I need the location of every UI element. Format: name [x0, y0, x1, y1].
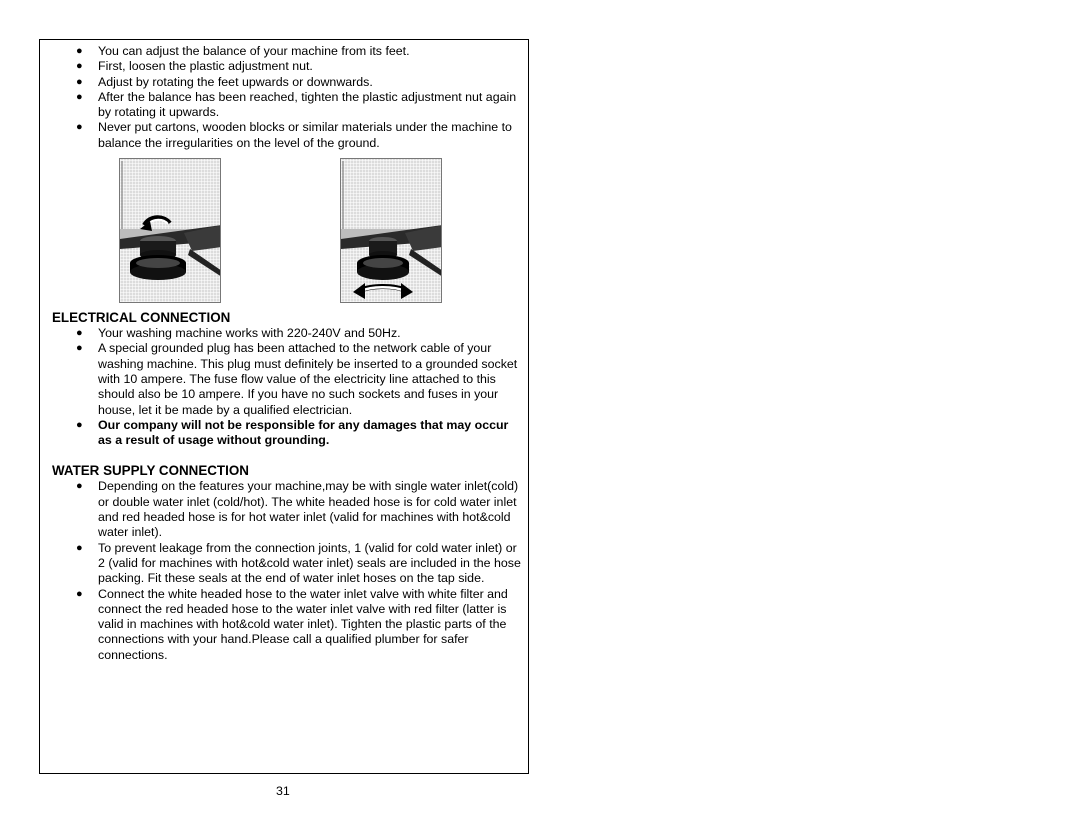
list-item-text: First, loosen the plastic adjustment nut.	[98, 59, 313, 74]
list-item-text: To prevent leakage from the connection joints, 1 (valid for cold water inlet) or 2 (valid for machines with hot&cold water inlet) seals are included in the hose packing. Fit these seals at the end of water inlet hoses on the tap side.	[98, 540, 521, 586]
bullet-icon: ●	[76, 587, 83, 600]
list-item-text: Our company will not be responsible for any damages that may occur as a result of usage without grounding.	[98, 417, 509, 448]
list-item-text: You can adjust the balance of your machine from its feet.	[98, 44, 410, 58]
list-item-text: A special grounded plug has been attached to the network cable of your washing machine. This plug must definitely be inserted to a grounded socket with 10 ampere. The fuse flow value of the electricity line attached to this should also be 10 ampere. If you have no such sockets and fuses in your house, let it be made by a qualified electrician.	[98, 341, 518, 417]
list-item	[52, 326, 522, 341]
electrical-list	[52, 326, 522, 448]
balance-list	[52, 44, 522, 151]
water-list	[52, 479, 522, 663]
bullet-icon: ●	[76, 342, 83, 355]
bullet-icon: ●	[76, 327, 83, 340]
list-item	[52, 341, 522, 417]
list-item-text: After the balance has been reached, tighten the plastic adjustment nut again by rotating it upwards.	[98, 89, 517, 120]
foot-loosen-illustration	[120, 159, 221, 303]
list-item	[52, 75, 522, 90]
list-item-text: Adjust by rotating the feet upwards or downwards.	[98, 74, 373, 89]
list-item	[52, 541, 522, 587]
page-content	[52, 44, 522, 663]
bullet-icon: ●	[76, 45, 83, 57]
page-number: 31	[276, 784, 290, 798]
list-item-warning	[52, 418, 522, 449]
bullet-icon: ●	[76, 480, 83, 493]
foot-rotate-photo	[340, 158, 442, 303]
list-item-text: Connect the white headed hose to the water inlet valve with white filter and connect the red headed hose to the water inlet valve with red filter (latter is valid in machines with hot&cold water inlet). Tighten the plastic parts of the connections with your hand.Please call a qualified plumber for safer connections.	[98, 586, 508, 662]
list-item	[52, 120, 522, 151]
electrical-heading: ELECTRICAL CONNECTION	[52, 310, 231, 326]
bullet-icon: ●	[76, 121, 83, 134]
list-item	[52, 587, 522, 663]
foot-rotate-illustration	[341, 159, 442, 303]
bullet-icon: ●	[76, 75, 83, 88]
list-item	[52, 90, 522, 121]
list-item	[52, 44, 522, 59]
list-item-text: Your washing machine works with 220-240V and 50Hz.	[98, 326, 401, 341]
foot-adjustment-figures	[52, 158, 522, 310]
bullet-icon: ●	[76, 418, 83, 431]
bullet-icon: ●	[76, 60, 83, 73]
list-item	[52, 479, 522, 540]
water-heading: WATER SUPPLY CONNECTION	[52, 463, 249, 479]
list-item-text: Never put cartons, wooden blocks or similar materials under the machine to balance the irregularities on the level of the ground.	[98, 120, 512, 150]
bullet-icon: ●	[76, 541, 83, 554]
list-item	[52, 59, 522, 74]
foot-loosen-photo	[119, 158, 221, 303]
bullet-icon: ●	[76, 90, 83, 103]
list-item-text: Depending on the features your machine,may be with single water inlet(cold) or double water inlet (cold/hot). The white headed hose is for cold water inlet and red headed hose is for hot water inlet (valid for machines with hot&cold water inlet).	[98, 479, 519, 540]
